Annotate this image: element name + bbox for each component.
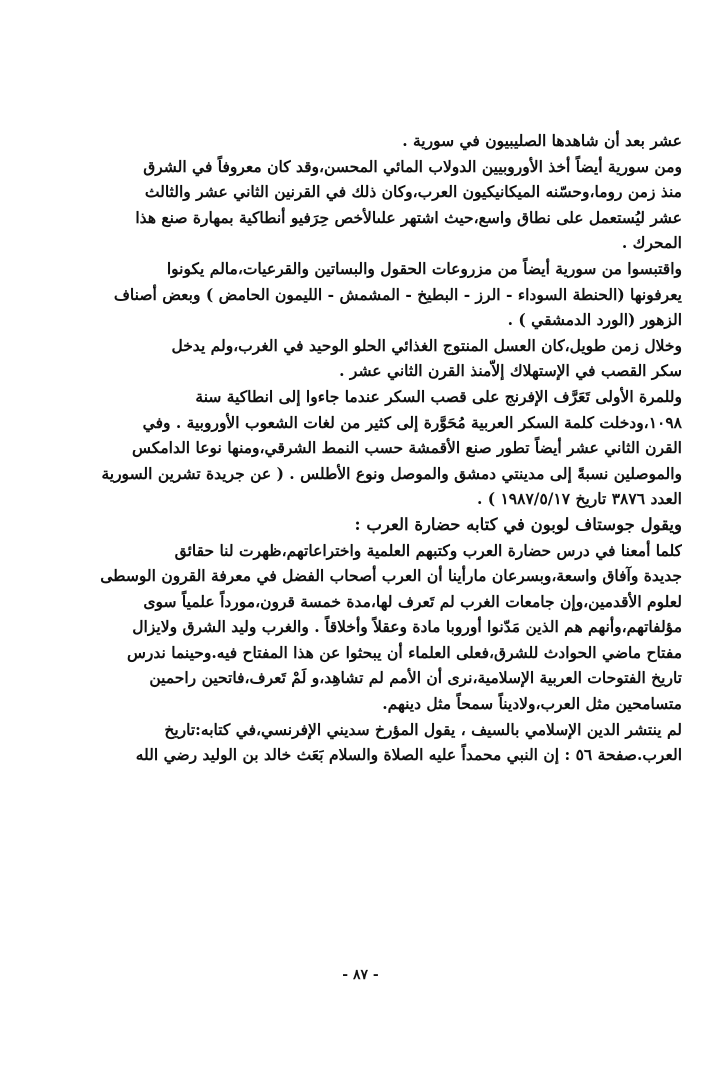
- text-line: المحرك .: [621, 233, 682, 253]
- text-line: عشر بعد أن شاهدها الصليبيون في سورية .: [402, 131, 682, 150]
- text-line: ١٠٩٨،ودخلت كلمة السكر العربية مُحَوَّرة إلى كثير من لغات الشعوب الأوروبية . وفي: [142, 412, 682, 432]
- text-line: كلما أمعنا في درس حضارة العرب وكتبهم العلمية واختراعاتهم،ظهرت لنا حقائق: [174, 540, 682, 560]
- section-heading: ويقول جوستاف لوبون في كتابه حضارة العرب :: [354, 514, 682, 534]
- text-line: متسامحين مثل العرب،ولاديناً سمحاً مثل دينهم.: [382, 694, 682, 714]
- text-line: مؤلفاتهم،وأنهم هم الذين مَدّنوا أوروبا مادة وعقلاً وأخلاقاً . والغرب وليد الشرق ولايزال: [132, 617, 682, 637]
- text-line: واقتبسوا من سورية أيضاً من مزروعات الحقول والبساتين والقرعيات،مالم يكونوا: [166, 258, 682, 278]
- text-line: القرن الثاني عشر أيضاً تطور صنع الأقمشة حسب النمط الشرقي،ومنها نوعا الدامكس: [132, 438, 682, 458]
- text-line: وللمرة الأولى تَعَرَّف الإفرنج على قصب السكر عندما جاءوا إلى انطاكية سنة: [195, 386, 682, 406]
- text-line: عشر ليُستعمل على نطاق واسع،حيث اشتهر علىالأخص حِرَفيو أنطاكية بمهارة صنع هذا: [135, 207, 682, 227]
- text-line: ومن سورية أيضاً أخذ الأوروبيين الدولاب المائي المحسن،وقد كان معروفاً في الشرق: [143, 156, 682, 176]
- text-line: وخلال زمن طويل،كان العسل المنتوج الغذائي الحلو الوحيد في الغرب،ولم يدخل: [171, 335, 682, 355]
- text-line: لعلوم الأقدمين،وإن جامعات الغرب لم تَعرف لها،مدة خمسة قرون،مورداً علمياً سوى: [143, 591, 682, 611]
- text-line: منذ زمن روما،وحسّنه الميكانيكيون العرب،وكان ذلك في القرنين الثاني عشر والثالث: [144, 182, 682, 202]
- body-text: [42, 128, 682, 768]
- text-line: الزهور (الورد الدمشقي ) .: [507, 310, 682, 330]
- text-line: العدد ٣٨٧٦ تاريخ ١٩٨٧/٥/١٧ ) .: [476, 489, 682, 509]
- text-line: مفتاح ماضي الحوادث للشرق،فعلى العلماء أن يبحثوا عن هذا المفتاح فيه.وحينما ندرس: [127, 642, 682, 662]
- text-line: جديدة وآفاق واسعة،وبسرعان مارأينا أن العرب أصحاب الفضل في معرفة القرون الوسطى: [100, 566, 682, 586]
- text-line: تاريخ الفتوحات العربية الإسلامية،نرى أن الأمم لم تشاهِد،و لَمْ تَعرف،فاتحين راحمين: [149, 668, 682, 688]
- text-line: والموصلين نسبةً إلى مدينتي دمشق والموصل ونوع الأطلس . ( عن جريدة تشرين السورية: [101, 463, 682, 483]
- text-line: لم ينتشر الدين الإسلامي بالسيف ، يقول المؤرخ سديني الإفرنسي،في كتابه:تاريخ: [164, 719, 682, 739]
- text-line: العرب.صفحة ٥٦ : إن النبي محمداً عليه الصلاة والسلام بَعَث خالد بن الوليد رضي الله: [135, 745, 682, 765]
- text-line: سكر القصب في الإستهلاك إلاّمنذ القرن الثاني عشر .: [339, 361, 682, 381]
- text-line: يعرفونها (الحنطة السوداء - الرز - البطيخ - المشمش - الليمون الحامض ) وبعض أصناف: [113, 284, 682, 304]
- page-number: - ٨٧ -: [342, 967, 379, 983]
